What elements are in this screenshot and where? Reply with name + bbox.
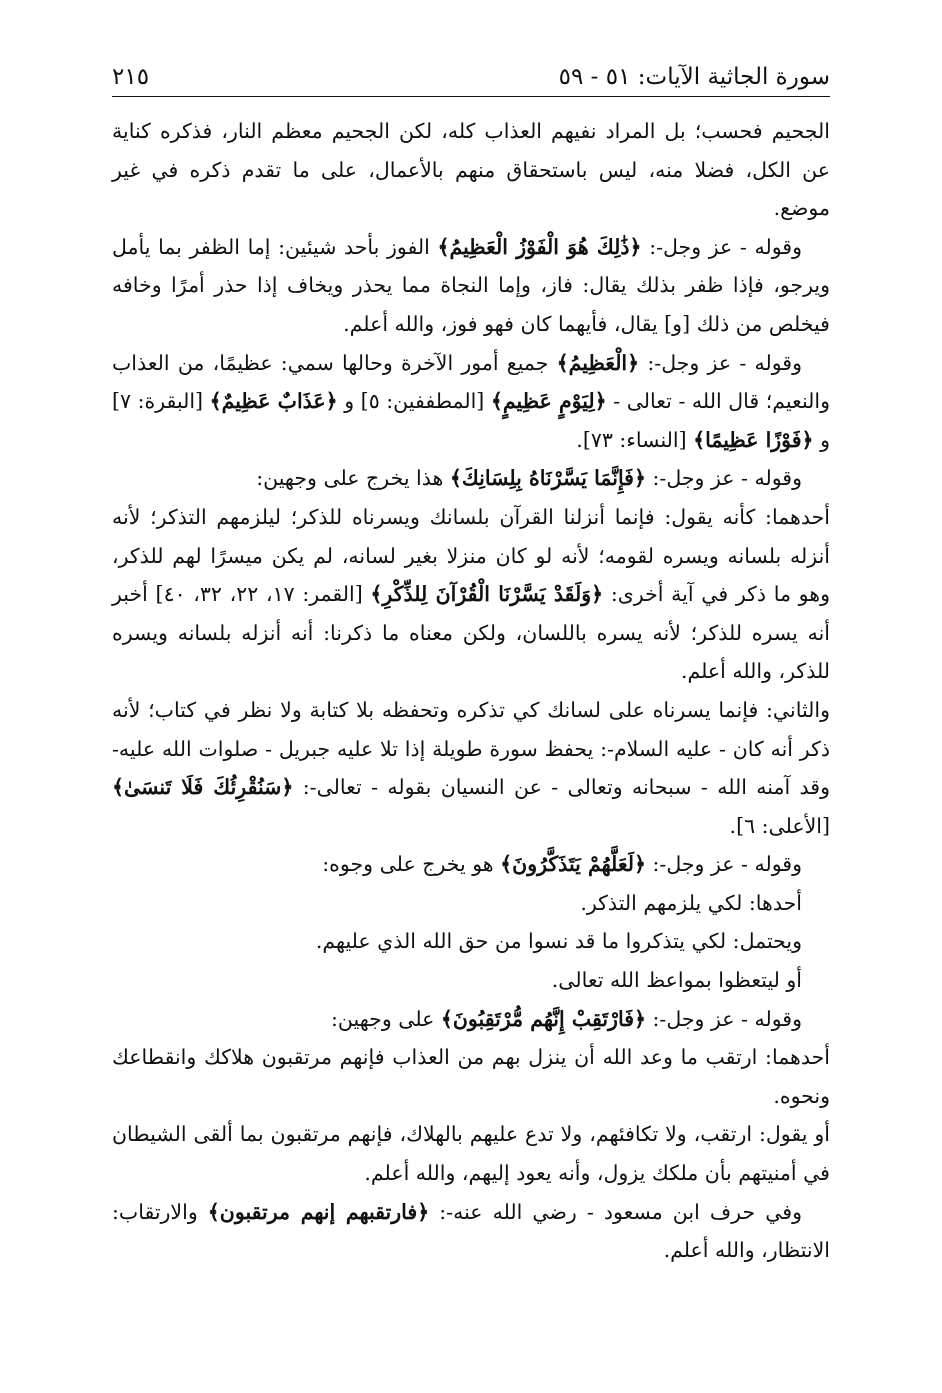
paragraph: [112, 884, 830, 923]
quran-quote: ﴿الْعَظِيمُ﴾: [556, 350, 640, 375]
text-span: أحدهما: ارتقب ما وعد الله أن ينزل بهم من العذاب فإنهم مرتقبون هلاكك وانقطاعك ونحوه.: [112, 1045, 830, 1108]
paragraph: [112, 1038, 830, 1115]
text-span: أو ليتعظوا بمواعظ الله تعالى.: [551, 968, 802, 993]
running-title: سورة الجاثية الآيات: ٥١ - ٥٩: [558, 64, 830, 90]
text-span: [البقرة: ٧] و: [112, 389, 830, 452]
text-span: [الأعلى: ٦].: [729, 813, 830, 838]
text-span: الجحيم فحسب؛ بل المراد نفيهم العذاب كله، لكن الجحيم معظم النار، فذكره كناية عن الكل، فضلا منه، ليس باستحقاق منهم بالأعمال، على ما تقدم ذكره في غير موضع.: [112, 119, 830, 221]
quran-quote: ﴿لِيَوْمٍ عَظِيمٍ﴾: [490, 389, 607, 414]
page-number: ٢١٥: [112, 64, 150, 90]
text-span: والارتقاب: الانتظار، والله أعلم.: [112, 1199, 830, 1263]
paragraph: [112, 1115, 830, 1192]
text-span: [النساء: ٧٣].: [576, 427, 694, 452]
quran-quote: ﴿عَذَابٌ عَظِيمٌ﴾: [209, 389, 338, 414]
quran-quote: ﴿وَلَقَدْ يَسَّرْنَا الْقُرْآنَ لِلذِّكْرِ﴾: [370, 582, 604, 607]
text-span: وقوله - عز وجل-:: [641, 234, 802, 259]
paragraph: [112, 112, 830, 228]
paragraph: [112, 691, 830, 845]
text-span: الفوز بأحد شيئين: إما الظفر بما يأمل ويرجو، فإذا ظفر بذلك يقال: فاز، وإما النجاة مما يحذر ويخاف إذا حذر أمرًا وخافه فيخلص من ذلك [و] يقال، فأيهما كان فهو فوز، والله أعلم.: [112, 234, 830, 336]
quran-quote: ﴿فارتقبهم إنهم مرتقبون﴾: [207, 1199, 430, 1224]
text-span: والثاني: فإنما يسرناه على لسانك كي تذكره وتحفظه بلا كتابة ولا نظر في كتاب؛ لأنه ذكر أنه كان - عليه السلام-: يحفظ سورة طويلة إذا تلا عليه جبريل - صلوات الله عليه- وقد آمنه الله - سبحانه وتعالى - عن النسيان بقوله - تعالى-:: [112, 697, 830, 800]
quran-quote: ﴿فَإِنَّمَا يَسَّرْنَاهُ بِلِسَانِكَ﴾: [449, 466, 646, 491]
paragraph: [112, 961, 830, 1000]
text-span: [المطففين: ٥] و: [337, 389, 491, 414]
text-span: جميع أمور الآخرة وحالها سمي: عظيمًا، من العذاب والنعيم؛ قال الله - تعالى -: [112, 350, 830, 414]
text-span: هو يخرج على وجوه:: [322, 852, 501, 877]
quran-quote: ﴿لَعَلَّهُمْ يَتَذَكَّرُونَ﴾: [500, 852, 646, 877]
page-body: [112, 112, 830, 1270]
text-span: وفي حرف ابن مسعود - رضي الله عنه-:: [429, 1199, 802, 1224]
text-span: وقوله - عز وجل-:: [646, 1006, 802, 1031]
paragraph: [112, 228, 830, 344]
paragraph: [112, 1000, 830, 1039]
quran-quote: ﴿ذَٰلِكَ هُوَ الْفَوْزُ الْعَظِيمُ﴾: [437, 234, 642, 259]
text-span: أحدها: لكي يلزمهم التذكر.: [580, 890, 802, 915]
quran-quote: ﴿سَنُقْرِئُكَ فَلَا تَنسَىٰ﴾: [112, 775, 294, 800]
quran-quote: ﴿فَارْتَقِبْ إِنَّهُم مُّرْتَقِبُونَ﴾: [440, 1006, 646, 1031]
header-rule: [112, 96, 830, 97]
paragraph: [112, 344, 830, 460]
text-span: أو يقول: ارتقب، ولا تكافئهم، ولا تدع عليهم بالهلاك، فإنهم مرتقبون بما ألقى الشيطان في أمنيتهم بأن ملكك يزول، وأنه يعود إليهم، والله أعلم.: [112, 1122, 830, 1186]
page-header: [112, 52, 830, 92]
paragraph: [112, 498, 830, 691]
paragraph: [112, 459, 830, 498]
paragraph: [112, 1193, 830, 1270]
text-span: وقوله - عز وجل-:: [639, 350, 802, 375]
text-span: وقوله - عز وجل-:: [646, 466, 802, 491]
text-span: أحدهما: كأنه يقول: فإنما أنزلنا القرآن بلسانك ويسرناه للذكر؛ ليلزمهم التذكر؛ لأنه أنزله بلسانه ويسره لقومه؛ لأنه لو كان منزلا بغير لسانه، لم يكن ميسرًا لهم للذكر، وهو ما ذكر في آية أخرى:: [112, 504, 830, 607]
paragraph: [112, 922, 830, 961]
text-span: على وجهين:: [331, 1006, 441, 1031]
text-span: ويحتمل: لكي يتذكروا ما قد نسوا من حق الله الذي عليهم.: [315, 929, 802, 954]
text-span: وقوله - عز وجل-:: [646, 852, 802, 877]
quran-quote: ﴿فَوْزًا عَظِيمًا﴾: [693, 427, 814, 452]
text-span: [القمر: ١٧، ٢٢، ٣٢، ٤٠] أخبر أنه يسره للذكر؛ لأنه يسره باللسان، ولكن معناه ما ذكرنا: أنه أنزله بلسانه ويسره للذكر، والله أعلم.: [112, 582, 830, 684]
paragraph: [112, 845, 830, 884]
text-span: هذا يخرج على وجهين:: [256, 466, 450, 491]
